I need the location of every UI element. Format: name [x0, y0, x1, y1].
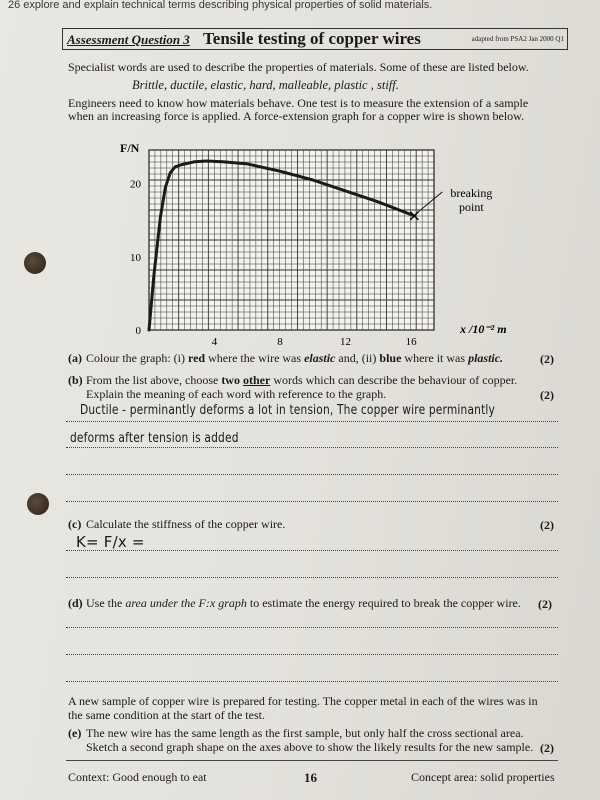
footer-rule: [66, 760, 558, 761]
y-axis-label: F/N: [120, 141, 140, 155]
punch-hole: [24, 252, 46, 274]
answer-line: [66, 681, 558, 682]
part-c-text: Calculate the stiffness of the copper wire.: [86, 517, 286, 531]
part-d-text-1: Use the: [86, 596, 123, 610]
part-c-answer: K= F/x =: [76, 533, 145, 551]
part-c-marks: (2): [540, 518, 554, 532]
part-a-text-3: and, (ii): [338, 351, 377, 365]
intro-line-3: when an increasing force is applied. A force-extension graph for a copper wire is shown below.: [68, 109, 525, 123]
part-b-answer-line-1: Ductile - perminantly deforms a lot in tension, The copper wire perminantly: [80, 403, 496, 418]
footer-context: Context: Good enough to eat: [68, 770, 207, 784]
part-e-label: (e): [68, 726, 82, 740]
question-heading: Tensile testing of copper wires: [203, 29, 421, 48]
part-b-marks: (2): [540, 388, 554, 402]
footer-page-number: 16: [304, 770, 317, 785]
header-strip: 26 explore and explain technical terms describing physical properties of solid materials.: [8, 0, 433, 11]
x-tick-label: 12: [340, 336, 352, 348]
annotation-text: point: [459, 199, 484, 214]
part-a-text-1: Colour the graph: (i): [86, 351, 185, 365]
part-a-elastic: elastic: [304, 351, 336, 365]
part-a-plastic: plastic.: [468, 351, 504, 365]
part-b-text-2: words which can describe the behaviour of copper.: [273, 373, 518, 387]
part-a-text: [86, 352, 503, 365]
part-d-emphasis: area under the F:x graph: [125, 596, 247, 610]
part-a-text-2: where the wire was: [208, 351, 302, 365]
part-b-other: other: [242, 373, 271, 387]
answer-line: [66, 421, 558, 422]
part-d-marks: (2): [538, 597, 552, 611]
answer-line: [66, 474, 558, 475]
x-tick-label: 16: [405, 336, 417, 348]
answer-line: [66, 654, 558, 655]
part-b-answer-line-2: deforms after tension is added: [70, 431, 239, 446]
answer-line: [66, 447, 558, 448]
answer-line: [66, 577, 558, 578]
part-d-text: [86, 597, 521, 610]
word-list: Brittle, ductile, elastic, hard, malleable, plastic , stiff.: [132, 78, 399, 92]
part-a-text-4: where it was: [404, 351, 466, 365]
part-c-label: (c): [68, 517, 82, 531]
intro-line-1: Specialist words are used to describe the properties of materials. Some of these are listed below.: [68, 60, 529, 74]
x-tick-label: 4: [211, 336, 218, 348]
answer-line: [66, 501, 558, 502]
part-b-text-1: From the list above, choose: [86, 373, 219, 387]
y-tick-label: 20: [130, 178, 141, 191]
intro-line-2: Engineers need to know how materials behave. One test is to measure the extension of a sample: [68, 96, 529, 110]
answer-line: [66, 627, 558, 628]
part-b-line-2: Explain the meaning of each word with reference to the graph.: [86, 387, 387, 401]
part-b-text: [86, 374, 517, 387]
y-tick-label: 10: [130, 251, 141, 264]
part-b-two: two: [221, 373, 240, 387]
part-d-text-2: to estimate the energy required to break the copper wire.: [249, 596, 521, 610]
part-e-marks: (2): [540, 741, 554, 755]
part-a-label: (a): [68, 351, 82, 365]
part-d-label: (d): [68, 596, 83, 610]
closing-line-2: the same condition at the start of the test.: [68, 708, 265, 722]
punch-hole: [27, 493, 49, 515]
question-source: adapted from PSA2 Jan 2000 Q1: [471, 35, 564, 43]
answer-line: [66, 550, 558, 551]
y-tick-label: 0: [135, 325, 141, 337]
annotation-text: breaking: [450, 185, 493, 200]
closing-line-1: A new sample of copper wire is prepared for testing. The copper metal in each of the wires was in: [68, 694, 538, 708]
question-label: Assessment Question 3: [67, 32, 190, 47]
footer-concept: Concept area: solid properties: [411, 770, 555, 784]
part-b-label: (b): [68, 373, 83, 387]
part-e-line-1: The new wire has the same length as the first sample, but only half the cross sectional area.: [86, 726, 524, 740]
part-a-marks: (2): [540, 352, 554, 366]
part-a-blue: blue: [379, 351, 402, 365]
x-tick-label: 8: [277, 336, 283, 348]
part-a-red: red: [187, 351, 206, 365]
x-axis-label: x /10⁻² m: [460, 322, 507, 336]
part-e-line-2: Sketch a second graph shape on the axes above to show the likely results for the new sample.: [86, 740, 534, 754]
